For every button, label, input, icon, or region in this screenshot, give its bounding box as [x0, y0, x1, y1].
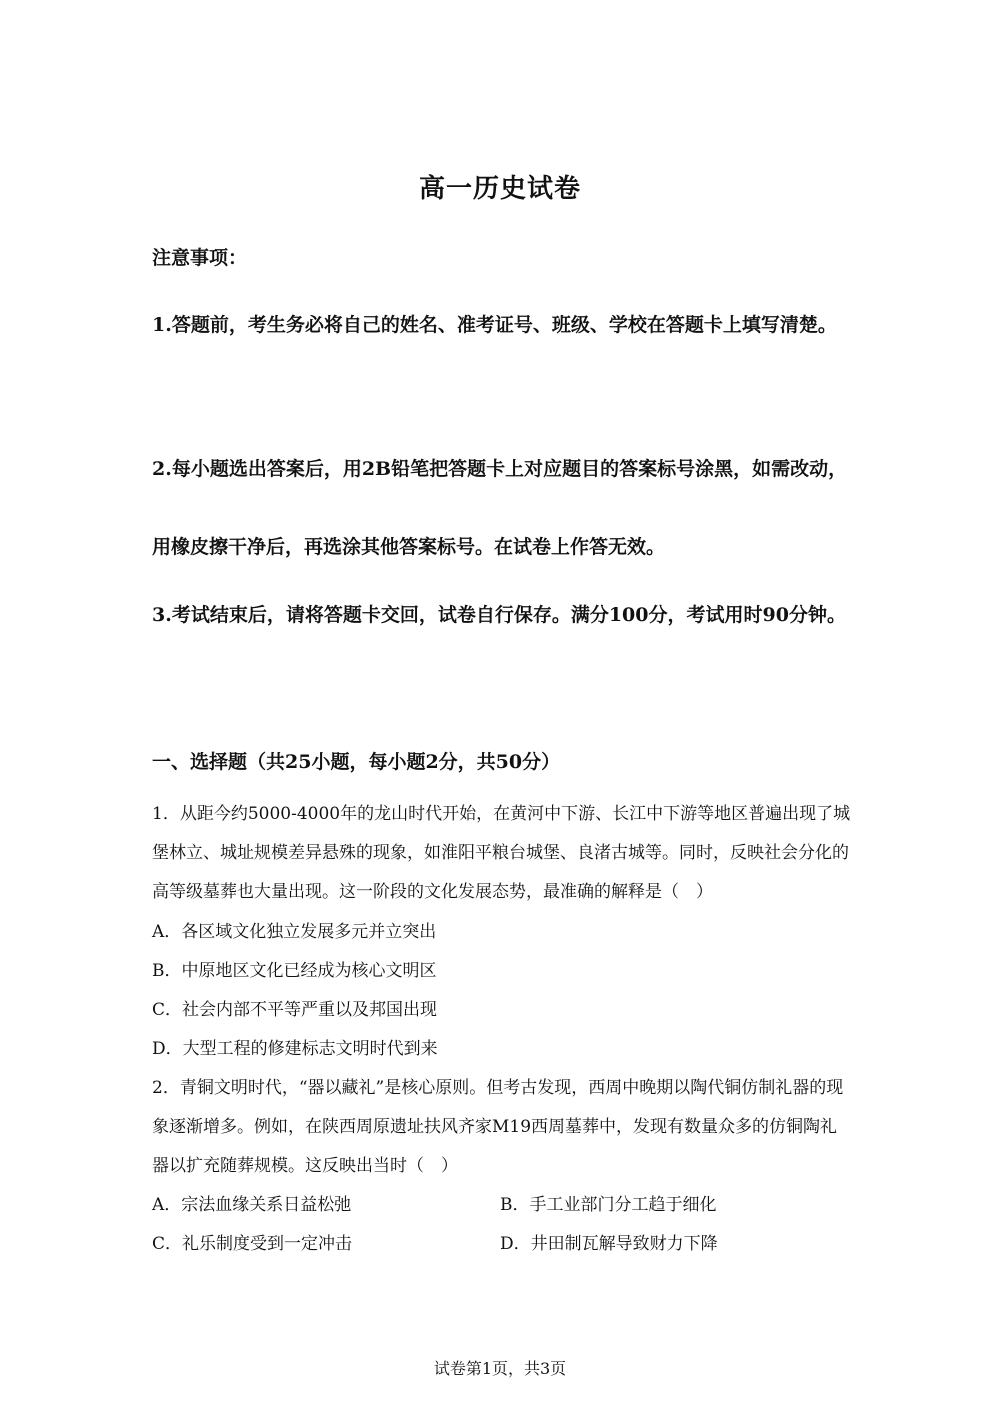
page-footer: 试卷第1页，共3页	[433, 1359, 567, 1378]
question-2-option-c: C．礼乐制度受到一定冲击	[152, 1234, 353, 1254]
notice-item-1: 1.答题前，考生务必将自己的姓名、准考证号、班级、学校在答题卡上填写清楚。	[152, 314, 837, 336]
question-2-stem: 2．青铜文明时代，“器以藏礼”是核心原则。但考古发现，西周中晚期以陶代铜仿制礼器的现象逐渐增多。例如，在陕西周原遗址扶风齐家M19西周墓葬中，发现有数量众多的仿铜陶礼器以扩充随葬规模。这反映出当时（ ）	[152, 1078, 844, 1176]
question-1-option-d: D．大型工程的修建标志文明时代到来	[152, 1039, 438, 1059]
question-1-option-b: B．中原地区文化已经成为核心文明区	[152, 961, 437, 981]
question-2-option-d: D．井田制瓦解导致财力下降	[500, 1234, 718, 1254]
question-1-option-a: A．各区域文化独立发展多元并立突出	[152, 922, 437, 942]
notice-item-3: 3.考试结束后，请将答题卡交回，试卷自行保存。满分100分，考试用时90分钟。	[152, 604, 846, 626]
page-title: 高一历史试卷	[418, 174, 581, 204]
section-title: 一、选择题（共25小题，每小题2分，共50分）	[152, 751, 561, 773]
question-1-stem: 1．从距今约5000-4000年的龙山时代开始，在黄河中下游、长江中下游等地区普遍出现了城堡林立、城址规模差异悬殊的现象，如淮阳平粮台城堡、良渚古城等。同时，反映社会分化的高等级墓葬也大量出现。这一阶段的文化发展态势，最准确的解释是（ ）	[152, 804, 851, 902]
notice-item-2: 2.每小题选出答案后，用2B铅笔把答题卡上对应题目的答案标号涂黑，如需改动，用橡皮擦干净后，再选涂其他答案标号。在试卷上作答无效。	[152, 458, 848, 558]
question-2-option-b: B．手工业部门分工趋于细化	[500, 1195, 717, 1215]
notice-heading: 注意事项：	[152, 247, 248, 269]
question-1-option-c: C．社会内部不平等严重以及邦国出现	[152, 1000, 438, 1020]
question-2-option-a: A．宗法血缘关系日益松弛	[152, 1195, 352, 1215]
